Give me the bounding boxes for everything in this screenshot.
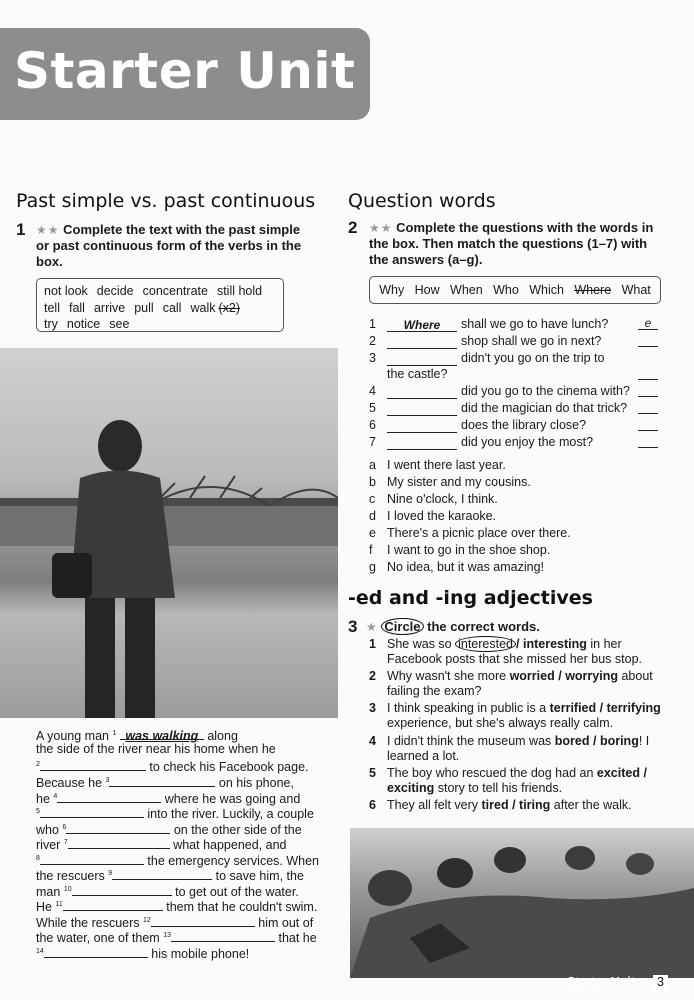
story-text: While the rescuers: [36, 916, 140, 931]
page-number: 3: [653, 975, 668, 989]
word: not look: [44, 284, 88, 298]
word: Why: [379, 283, 405, 297]
item-text: She was so: [387, 637, 452, 651]
option[interactable]: terrifying: [606, 701, 661, 715]
word: decide: [96, 284, 134, 298]
answer-letter: e: [369, 526, 376, 540]
question-number: 4: [369, 384, 376, 398]
answer-text: Nine o'clock, I think.: [387, 492, 498, 506]
footer-unit-label: Starter Unit: [566, 975, 636, 989]
story-text: who: [36, 823, 59, 838]
word: walk: [190, 300, 216, 315]
question-4: [369, 383, 630, 399]
question-6: [369, 417, 586, 433]
question-1-blank[interactable]: Where: [387, 320, 457, 332]
item-number: 5: [369, 766, 376, 780]
gap-8-input[interactable]: [40, 854, 144, 865]
story-text: to save him, the: [215, 869, 304, 884]
gap-number: 8: [36, 855, 40, 862]
answer-letter: d: [369, 509, 376, 523]
question-4-blank[interactable]: [387, 387, 457, 399]
question-number: 7: [369, 435, 376, 449]
exercise-3-number: 3: [348, 617, 358, 636]
question-4-match[interactable]: [638, 385, 658, 397]
verb-word-box: [36, 278, 284, 332]
word: How: [414, 283, 440, 297]
photo-young-man-by-river: [0, 348, 338, 718]
question-text: didn't you go on the trip to: [461, 351, 605, 365]
story-text: the emergency services. When: [147, 854, 319, 869]
section-title-past-simple: Past simple vs. past continuous: [16, 190, 316, 212]
item-text: I didn't think the museum was: [387, 734, 552, 748]
gap-9-input[interactable]: [112, 869, 212, 880]
question-5: [369, 400, 627, 416]
gap-number: 10: [63, 886, 72, 893]
answer-c: [369, 491, 498, 507]
difficulty-stars: ★★: [36, 223, 60, 237]
item-text: They all felt very: [387, 798, 479, 812]
item-text: after the walk.: [553, 798, 632, 812]
answer-letter: f: [369, 543, 373, 557]
gap-number: 5: [36, 808, 40, 815]
item-text: story to tell his friends.: [437, 781, 563, 795]
story-text: A young man: [36, 729, 109, 744]
word: still hold: [216, 284, 263, 298]
answer-text: I want to go in the shoe shop.: [387, 543, 551, 557]
option[interactable]: exciting: [387, 781, 435, 795]
option-separator: /: [592, 734, 597, 748]
gap-number: 2: [36, 761, 40, 768]
exercise-3-instruction: [366, 619, 666, 635]
gap-13-input[interactable]: [171, 931, 275, 942]
story-text: river: [36, 838, 61, 853]
circle-word: Circle: [381, 618, 423, 635]
answer-text: My sister and my cousins.: [387, 475, 531, 489]
option-separator: /: [643, 766, 647, 780]
story-text: on his phone,: [218, 776, 294, 791]
story-text: the rescuers: [36, 869, 105, 884]
photo-illustration: [350, 828, 694, 978]
question-3-match[interactable]: [638, 368, 658, 380]
word: When: [450, 283, 483, 297]
option-separator: /: [599, 701, 604, 715]
difficulty-stars: ★: [366, 620, 378, 634]
question-2: [369, 333, 601, 349]
question-3-continued: the castle?: [387, 367, 448, 381]
exercise-2-number: 2: [348, 218, 358, 237]
story-text: him out of: [258, 916, 314, 931]
word: pull: [134, 300, 154, 315]
gap-number: 11: [55, 901, 63, 908]
gap-11-input[interactable]: [63, 900, 163, 911]
word: fall: [68, 300, 85, 315]
story-text: them that he couldn't swim.: [166, 900, 318, 915]
page-footer: [554, 970, 694, 994]
question-number: 1: [369, 317, 376, 331]
word-note: (x2): [218, 300, 241, 315]
question-text: did the magician do that trick?: [461, 401, 628, 415]
gap-number: 7: [63, 839, 68, 846]
unit-title: Starter Unit: [14, 42, 356, 100]
option[interactable]: bored: [554, 734, 590, 748]
gap-10-input[interactable]: [72, 885, 172, 896]
story-line-15: [36, 944, 249, 963]
adjective-item-5: [369, 766, 669, 796]
question-7-match[interactable]: [638, 436, 658, 448]
question-2-blank[interactable]: [387, 337, 457, 349]
story-line-2: [36, 742, 276, 757]
word: try: [44, 317, 58, 331]
answer-f: [369, 542, 550, 558]
word: arrive: [93, 300, 126, 315]
story-text: the water, one of them: [36, 931, 160, 946]
answer-letter: c: [369, 492, 376, 506]
option[interactable]: worrying: [565, 669, 618, 683]
gap-number: 6: [62, 824, 67, 831]
question-number: 5: [369, 401, 376, 415]
answer-letter: b: [369, 475, 376, 489]
story-text: the side of the river near his home when he: [36, 742, 276, 756]
instruction-text: Complete the text with the past simple or past continuous form of the verbs in the box.: [36, 222, 302, 269]
question-7-blank[interactable]: [387, 438, 457, 450]
answer-letter: g: [369, 560, 376, 574]
question-5-match[interactable]: [638, 402, 658, 414]
question-6-blank[interactable]: [387, 421, 457, 433]
answer-letter: a: [369, 458, 376, 472]
item-number: 1: [369, 637, 376, 651]
word-box-row-2: [44, 300, 276, 317]
example-answer: was walking: [125, 729, 199, 744]
item-number: 6: [369, 798, 376, 812]
answer-g: [369, 559, 544, 575]
gap-number: 12: [143, 917, 151, 924]
story-text: to get out of the water.: [175, 885, 299, 900]
question-number: 6: [369, 418, 376, 432]
question-2-match[interactable]: [638, 335, 658, 347]
adjective-item-1: [369, 637, 669, 667]
difficulty-stars: ★★: [369, 221, 393, 235]
gap-14-input[interactable]: [44, 947, 148, 958]
question-3: [369, 350, 604, 366]
question-number: 2: [369, 334, 376, 348]
question-text: shop shall we go in next?: [461, 334, 602, 348]
word: concentrate: [142, 284, 208, 298]
story-text: into the river. Luckily, a couple: [147, 807, 314, 822]
option-separator: /: [512, 798, 516, 812]
item-number: 2: [369, 669, 376, 683]
option[interactable]: boring: [599, 734, 639, 748]
story-text: to check his Facebook page.: [149, 760, 309, 775]
answer-b: [369, 474, 531, 490]
item-text: The boy who rescued the dog had an: [387, 766, 594, 780]
item-text: experience, but she's always really calm.: [387, 716, 614, 730]
question-text: did you enjoy the most?: [461, 435, 594, 449]
gap-number: 1: [112, 730, 117, 737]
gap-2-input[interactable]: [40, 760, 146, 771]
section-title-question-words: Question words: [348, 190, 496, 212]
question-number: 3: [369, 351, 376, 365]
answer-e: [369, 525, 571, 541]
word: see: [109, 317, 130, 331]
exercise-1-instruction: [36, 222, 316, 270]
question-3-blank[interactable]: [387, 354, 457, 366]
question-text: did you go to the cinema with?: [461, 384, 630, 398]
story-text: Because he: [36, 776, 103, 791]
question-7: [369, 434, 593, 450]
option[interactable]: tired: [481, 798, 509, 812]
item-text: about failing the exam?: [387, 669, 653, 698]
question-text: shall we go to have lunch?: [461, 317, 609, 331]
gap-5-input[interactable]: [40, 807, 144, 818]
unit-banner: [0, 28, 370, 120]
gap-6-input[interactable]: [66, 823, 170, 834]
gap-number: 4: [53, 793, 58, 800]
item-number: 3: [369, 701, 376, 715]
word: Who: [493, 283, 519, 297]
gap-12-input[interactable]: [151, 916, 255, 927]
story-text: he: [36, 792, 50, 807]
question-text: does the library close?: [461, 418, 587, 432]
word: call: [162, 300, 182, 315]
photo-illustration: [0, 348, 338, 718]
story-text: his mobile phone!: [151, 947, 250, 962]
question-1: [369, 316, 608, 332]
story-text: He: [36, 900, 52, 915]
adjective-item-4: [369, 734, 669, 764]
adjective-item-2: [369, 669, 669, 699]
instruction-text: Complete the questions with the words in the box. Then match the questions (1–7) with the answers (a–g).: [369, 220, 654, 267]
story-text: where he was going and: [164, 792, 301, 807]
gap-1-input[interactable]: [120, 729, 204, 744]
option[interactable]: excited: [596, 766, 640, 780]
story-text: what happened, and: [173, 838, 287, 853]
option[interactable]: worried: [509, 669, 555, 683]
question-word-box: [369, 276, 661, 304]
story-text: along: [207, 729, 238, 744]
item-number: 4: [369, 734, 376, 748]
question-5-blank[interactable]: [387, 404, 457, 416]
section-title-ed-ing: -ed and -ing adjectives: [348, 587, 593, 609]
item-text: ! I learned a lot.: [387, 734, 650, 763]
adjective-item-3: [369, 701, 669, 731]
gap-4-input[interactable]: [57, 792, 161, 803]
option-separator: /: [516, 637, 520, 651]
story-text: that he: [278, 931, 317, 946]
item-text: in her Facebook posts that she missed her bus stop.: [387, 637, 642, 666]
answer-text: No idea, but it was amazing!: [387, 560, 545, 574]
gap-number: 9: [108, 870, 113, 877]
option-separator: /: [558, 669, 562, 683]
adjective-item-6: [369, 798, 669, 813]
photo-teens-lying-on-grass: [350, 828, 694, 978]
story-text: on the other side of the: [173, 823, 302, 838]
word-box-row-3: [44, 316, 276, 333]
instruction-text: the correct words.: [427, 619, 540, 634]
option[interactable]: interesting: [522, 637, 587, 651]
answer-text: I loved the karaoke.: [387, 509, 497, 523]
answer-text: There's a picnic place over there.: [387, 526, 571, 540]
option[interactable]: terrified: [549, 701, 597, 715]
word-box-row-1: [44, 283, 276, 300]
gap-3-input[interactable]: [109, 776, 215, 787]
gap-number: 13: [163, 932, 171, 939]
answer-text: I went there last year.: [387, 458, 506, 472]
option[interactable]: tiring: [519, 798, 551, 812]
exercise-1-number: 1: [16, 220, 26, 239]
item-text: Why wasn't she more: [387, 669, 507, 683]
exercise-2-instruction: [369, 220, 659, 268]
word: notice: [66, 317, 101, 331]
option-selected[interactable]: interested: [455, 636, 516, 652]
word-crossed-out: Where: [574, 283, 612, 297]
question-1-match[interactable]: e: [638, 318, 658, 330]
question-6-match[interactable]: [638, 419, 658, 431]
story-text: man: [36, 885, 61, 900]
gap-7-input[interactable]: [68, 838, 170, 849]
gap-number: 14: [36, 948, 44, 955]
item-text: I think speaking in public is a: [387, 701, 547, 715]
answer-a: [369, 457, 506, 473]
word: tell: [44, 300, 60, 315]
answer-d: [369, 508, 496, 524]
word: Which: [529, 283, 564, 297]
word: What: [621, 283, 651, 297]
gap-number: 3: [105, 777, 110, 784]
